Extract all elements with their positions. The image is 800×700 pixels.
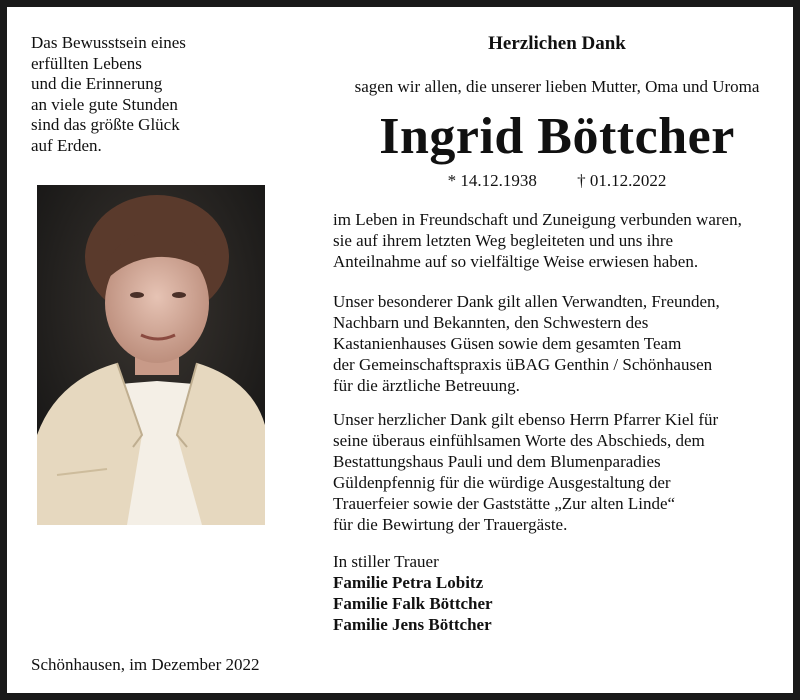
heading: Herzlichen Dank [488, 33, 626, 54]
family-name: Familie Jens Böttcher [333, 615, 492, 634]
text-line: für die ärztliche Betreuung. [333, 376, 520, 395]
portrait-photo [37, 185, 265, 525]
text-line: Kastanienhauses Güsen sowie dem gesamten Team [333, 334, 682, 353]
life-dates [327, 171, 787, 191]
text-line: Unser besonderer Dank gilt allen Verwandten, Freunden, [333, 292, 720, 311]
text-line: im Leben in Freundschaft und Zuneigung verbunden waren, [333, 210, 742, 229]
poem-line: an viele gute Stunden [31, 94, 178, 114]
text-line: Trauerfeier sowie der Gaststätte „Zur alten Linde“ [333, 494, 676, 513]
paragraph [333, 209, 793, 272]
text-line: Güldenpfennig für die würdige Ausgestaltung der [333, 473, 671, 492]
poem [31, 33, 251, 156]
poem-line: sind das größte Glück [31, 115, 180, 134]
text-line: Unser herzlicher Dank gilt ebenso Herrn Pfarrer Kiel für [333, 410, 719, 429]
family-name: Familie Petra Lobitz [333, 573, 484, 592]
closing-line: In stiller Trauer [333, 552, 439, 571]
place-and-date: Schönhausen, im Dezember 2022 [31, 655, 260, 674]
text-line: Anteilnahme auf so vielfältige Weise erwiesen haben. [333, 252, 699, 271]
birth-date: * 14.12.1938 [447, 171, 537, 190]
deceased-name: Ingrid Böttcher [379, 108, 735, 165]
poem-line: Das Bewusstsein eines [31, 33, 186, 52]
death-date: † 01.12.2022 [577, 171, 667, 190]
poem-line: und die Erinnerung [31, 74, 163, 93]
closing-block [333, 551, 493, 635]
poem-line: erfüllten Lebens [31, 53, 142, 73]
family-name: Familie Falk Böttcher [333, 594, 493, 613]
text-line: Nachbarn und Bekannten, den Schwestern des [333, 313, 649, 332]
text-line: für die Bewirtung der Trauergäste. [333, 515, 568, 534]
text-line: seine überaus einfühlsamen Worte des Abschieds, dem [333, 431, 705, 450]
text-line: der Gemeinschaftspraxis üBAG Genthin / Schönhausen [333, 355, 713, 374]
text-line: sie auf ihrem letzten Weg begleiteten und uns ihre [333, 231, 674, 250]
intro-line: sagen wir allen, die unserer lieben Mutter, Oma und Uroma [354, 77, 760, 96]
poem-line: auf Erden. [31, 135, 102, 155]
text-line: Bestattungshaus Pauli und dem Blumenparadies [333, 452, 661, 471]
paragraph [333, 291, 793, 396]
paragraph [333, 409, 793, 535]
